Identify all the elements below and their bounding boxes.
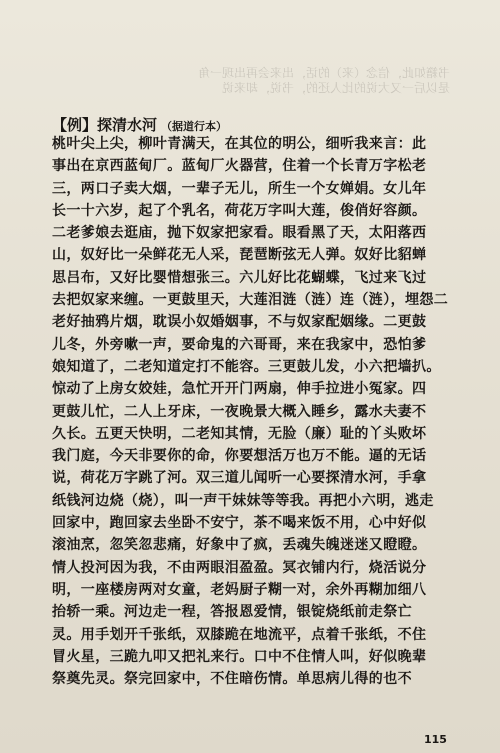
text-line: 三，两口子卖大烟，一辈子无儿，所生一个女婵娟。女儿年 <box>52 180 427 197</box>
example-title: 【例】探清水河 <box>52 116 158 134</box>
page-number: 115 <box>424 733 447 746</box>
text-line: 祭奠先灵。祭完回家中，不住暗伤情。单思病儿得的也不 <box>52 671 412 688</box>
text-line: 久长。五更天快明，二老知其情，无脸（廉）耻的丫头败坏 <box>52 425 427 442</box>
text-line: 回家中，跑回家去坐卧不安宁，茶不喝来饭不用，心中好似 <box>52 515 427 532</box>
text-line: 儿冬，外旁嗽一声，要命鬼的六哥哥，来在我家中，恐怕爹 <box>52 336 427 353</box>
text-line: 山，奴好比一朵鲜花无人采，琵琶断弦无人弹。奴好比貂蝉 <box>52 247 427 264</box>
text-line: 冒火星，三跪九叩又把礼来行。口中不住情人叫，好似晚辈 <box>52 648 427 665</box>
text-line: 二老爹娘去逛庙，抛下奴家把家看。眼看黑了天，太阳落西 <box>52 225 427 242</box>
text-line: 灵。用手划开千张纸，双膝跪在地流平，点着千张纸，不住 <box>52 626 427 643</box>
bleed-line: 是以后一又大说的比人还的，书说，却来说 <box>221 81 450 95</box>
text-line: 惊动了上房女姣娃，急忙开开门两扇，伸手拉进小冤家。四 <box>52 381 427 398</box>
text-line: 我门庭，今天非要你的命，你要想活万也万不能。逼的无话 <box>52 448 427 465</box>
song-lyrics-body <box>52 133 454 690</box>
bleed-line: 书籍如此，信念（来）的话，出来会再出现一角 <box>197 66 450 80</box>
text-line: 纸钱河边烧（烧），叫一声干妹妹等等我。再把小六明，逃走 <box>52 492 434 509</box>
text-line: 明，一座楼房两对女童，老妈厨子糊一对，余外再糊加细八 <box>52 581 427 598</box>
text-line: 抬轿一乘。河边走一程，答报恩爱情，银锭烧纸前走祭亡 <box>52 604 412 621</box>
text-line: 娘知道了，二老知道定打不能容。三更鼓儿发，小六把墙扒。 <box>52 358 441 375</box>
source-note: （据道行本） <box>161 120 228 133</box>
text-line: 长一十六岁，起了个乳名，荷花万字叫大莲，俊俏好容颜。 <box>52 202 427 219</box>
text-line: 去把奴家来缠。一更鼓里天，大莲泪涟（涟）连（涟），埋怨二 <box>52 292 449 309</box>
text-line: 事出在京西蓝甸厂。蓝甸厂火器营，住着一个长青万字松老 <box>52 158 427 175</box>
text-line: 老好抽鸦片烟，耽误小奴婚姻事，不与奴家配姻缘。二更鼓 <box>52 314 427 331</box>
text-line: 思吕布，又好比婴惜想张三。六儿好比花蝴蝶，飞过来飞过 <box>52 269 427 286</box>
bleed-through-text <box>70 66 450 110</box>
text-line: 说，荷花万字跳了河。双三道儿闻听一心要探清水河，手拿 <box>52 470 427 487</box>
text-line: 桃叶尖上尖，柳叶青满天，在其位的明公，细听我来言：此 <box>52 136 427 152</box>
text-line: 更鼓儿忙，二人上牙床，一夜晚景大概入睡乡，露水夫妻不 <box>52 403 427 420</box>
text-line: 滚油烹，忽笑忽悲痛，好象中了疯，丢魂失魄迷迷又瞪瞪。 <box>52 537 427 554</box>
text-line: 情人投河因为我，不由两眼泪盈盈。冥衣铺内行，烧活说分 <box>52 559 427 576</box>
